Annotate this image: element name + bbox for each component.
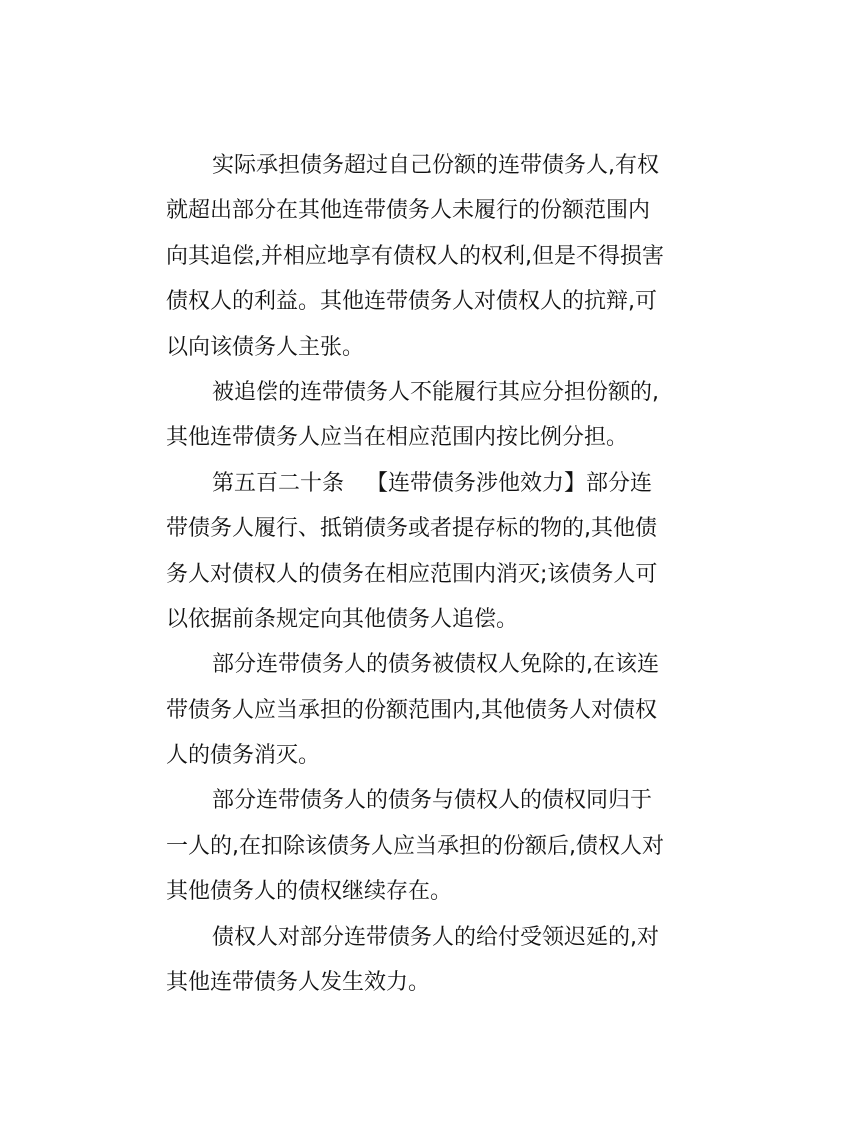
paragraph-line: 实际承担债务超过自己份额的连带债务人,有权 [212, 153, 659, 178]
paragraph-line: 带债务人履行、抵销债务或者提存标的物的,其他债 [166, 516, 657, 542]
paragraph-line: 以依据前条规定向其他债务人追偿。 [166, 606, 519, 632]
paragraph-line: 一人的,在扣除该债务人应当承担的份额后,债权人对 [166, 833, 664, 859]
paragraph-line: 带债务人应当承担的份额范围内,其他债务人对债权 [166, 697, 657, 723]
paragraph-line: 其他连带债务人发生效力。 [166, 970, 431, 996]
paragraph-line: 被追偿的连带债务人不能履行其应分担份额的, [212, 379, 659, 405]
paragraph-line: 其他连带债务人应当在相应范围内按比例分担。 [166, 425, 629, 451]
article-text-start: 部分连 [586, 470, 653, 496]
article-heading-line [166, 461, 696, 506]
paragraph-line: 务人对债权人的债务在相应范围内消灭;该债务人可 [166, 561, 658, 587]
paragraph-line: 债权人对部分连带债务人的给付受领迟延的,对 [212, 924, 659, 950]
article-number: 第五百二十条 [212, 470, 345, 496]
paragraph-line: 以向该债务人主张。 [166, 334, 365, 360]
paragraph-line: 部分连带债务人的债务被债权人免除的,在该连 [212, 652, 659, 678]
paragraph-line: 部分连带债务人的债务与债权人的债权同归于 [212, 788, 653, 814]
document-body [166, 143, 696, 1005]
paragraph-line: 向其追偿,并相应地享有债权人的权利,但是不得损害 [166, 243, 664, 269]
article-title: 【连带债务涉他效力】 [366, 470, 587, 496]
paragraph-line: 其他债务人的债权继续存在。 [166, 879, 453, 905]
paragraph-line: 就超出部分在其他连带债务人未履行的份额范围内 [166, 198, 651, 224]
paragraph-line: 人的债务消灭。 [166, 743, 321, 769]
paragraph-line: 债权人的利益。其他连带债务人对债权人的抗辩,可 [166, 289, 657, 315]
